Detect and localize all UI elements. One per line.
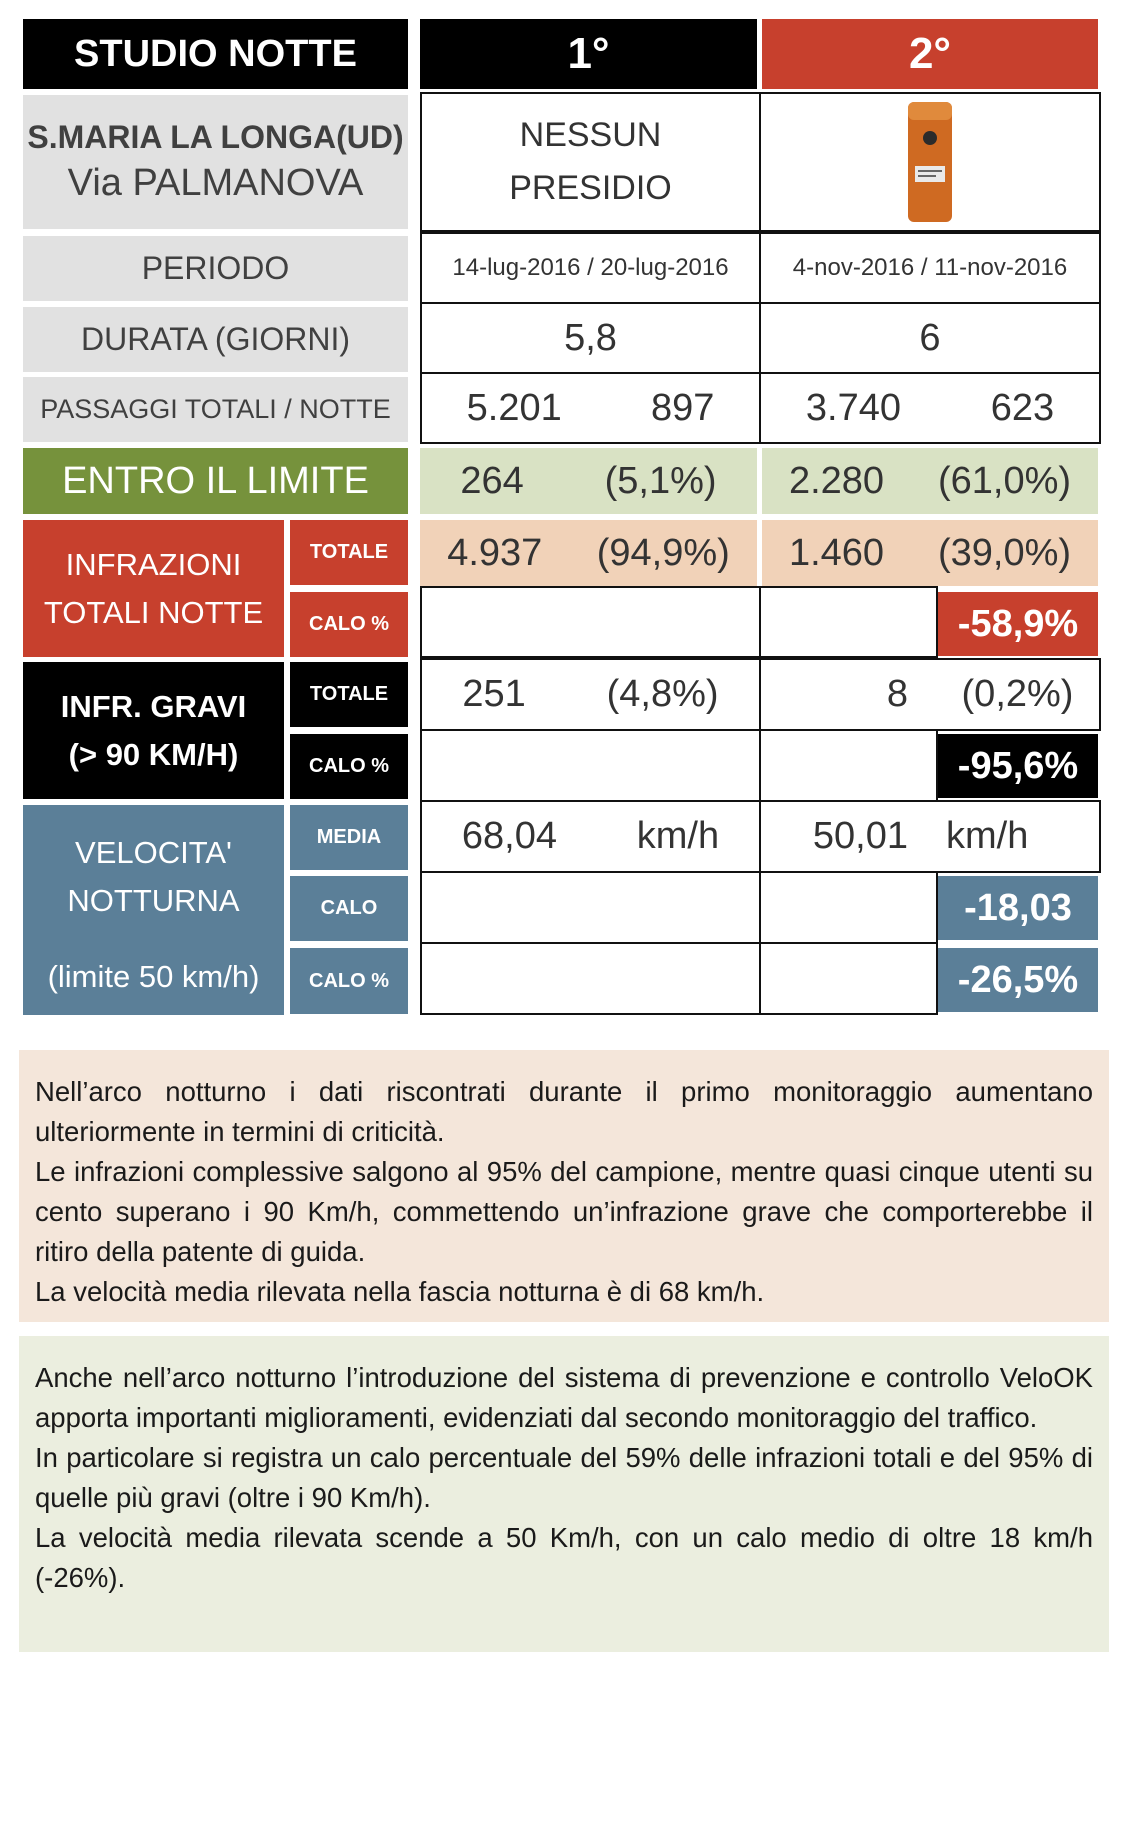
durata-col1 <box>420 302 761 374</box>
velocita-label-line-3: (limite 50 km/h) <box>47 959 260 994</box>
note-second-paragraph-1: Anche nell’arco notturno l’introduzione del sistema di prevenzione e controllo VeloOK apporta importanti miglioramenti, evidenziati dal secondo monitoraggio del traffico. <box>35 1362 1093 1433</box>
velocita-label-line-1: VELOCITA' <box>75 835 232 870</box>
entro-col1-pct: (5,1%) <box>604 459 717 502</box>
infrazioni-col1-pct: (94,9%) <box>596 531 730 574</box>
passaggi-col2-night: 623 <box>990 386 1055 429</box>
entro-col1-count: 264 <box>460 459 524 502</box>
infrazioni-label <box>23 520 284 657</box>
infrazioni-col2-count: 1.460 <box>788 531 885 574</box>
gravi-col2-pct-cell <box>936 658 1101 731</box>
durata-label-text: DURATA (GIORNI) <box>80 321 351 357</box>
note-first-paragraph-2: Le infrazioni complessive salgono al 95% del campione, mentre quasi cinque utenti su cento superano i 90 Km/h, commettendo un’infrazione grave che comporterebbe il ritiro della patente di guida. <box>35 1156 1093 1267</box>
velocita-col1-value: 68,04 <box>461 815 557 857</box>
velocita-label-line-2: NOTTURNA <box>67 883 240 918</box>
infrazioni-calo-value <box>938 592 1098 656</box>
velocita-media-label-text: MEDIA <box>316 826 382 848</box>
column-1-presidio <box>420 92 761 232</box>
velocita-col1-unit: km/h <box>636 815 720 857</box>
infrazioni-calo-label-text: CALO % <box>309 613 389 635</box>
gravi-label-line-1: INFR. GRAVI <box>60 688 247 724</box>
velocita-calo-value-text: -18,03 <box>964 886 1072 929</box>
periodo-col2 <box>759 232 1101 304</box>
column-1-header <box>420 19 757 89</box>
periodo-label <box>23 236 408 301</box>
column-2-device <box>759 92 1101 232</box>
entro-col1 <box>420 448 757 514</box>
velocita-calo-pct-value <box>938 948 1098 1012</box>
passaggi-col1 <box>420 372 761 444</box>
presidio-line-2: PRESIDIO <box>509 169 672 207</box>
velocita-calo-pct-col1-empty <box>420 942 761 1015</box>
passaggi-col1-total: 5.201 <box>466 386 562 429</box>
passaggi-label <box>23 377 408 442</box>
passaggi-col2 <box>759 372 1101 444</box>
velocita-label <box>23 805 284 1015</box>
location-town: S.MARIA LA LONGA(UD) <box>27 119 404 155</box>
gravi-col2-pct: (0,2%) <box>961 673 1074 715</box>
note-first-monitoring <box>19 1050 1109 1322</box>
gravi-totale-label <box>290 662 408 727</box>
presidio-line-1: NESSUN <box>519 116 662 154</box>
gravi-calo-col1-empty <box>420 729 761 802</box>
velocita-calo-label <box>290 876 408 941</box>
infrazioni-totale-label-text: TOTALE <box>309 541 389 563</box>
note-second-paragraph-2: In particolare si registra un calo percentuale del 59% delle infrazioni totali e del 95% di quelle più gravi (oltre i 90 Km/h). <box>35 1442 1093 1513</box>
periodo-col1-text: 14-lug-2016 / 20-lug-2016 <box>452 254 729 281</box>
gravi-calo-value <box>938 734 1098 798</box>
velocita-col2-value: 50,01 <box>812 815 908 857</box>
velocita-col2-unit-cell <box>936 800 1101 873</box>
entro-limite-label-text: ENTRO IL LIMITE <box>62 459 369 502</box>
note-first-paragraph-3: La velocità media rilevata nella fascia notturna è di 68 km/h. <box>35 1276 765 1307</box>
periodo-col2-text: 4-nov-2016 / 11-nov-2016 <box>792 254 1068 281</box>
column-1-label: 1° <box>567 29 610 78</box>
gravi-totale-label-text: TOTALE <box>309 683 389 705</box>
periodo-label-text: PERIODO <box>141 250 290 286</box>
velocita-calo-pct-label-text: CALO % <box>309 969 389 992</box>
velocita-col1 <box>420 800 761 873</box>
infrazioni-calo-label <box>290 592 408 657</box>
durata-label <box>23 307 408 372</box>
table-title-text: STUDIO NOTTE <box>74 32 357 75</box>
infrazioni-label-line-1: INFRAZIONI <box>65 546 242 582</box>
velocita-calo-pct-value-text: -26,5% <box>957 958 1079 1001</box>
infrazioni-col1 <box>420 520 757 586</box>
infrazioni-calo-col2-empty <box>759 586 938 658</box>
note-second-paragraph-3: La velocità media rilevata scende a 50 Km/h, con un calo medio di oltre 18 km/h (-26%). <box>35 1522 1093 1593</box>
infrazioni-totale-label <box>290 520 408 585</box>
note-first-paragraph-1: Nell’arco notturno i dati riscontrati durante il primo monitoraggio aumentano ulteriormente in termini di criticità. <box>35 1076 1093 1147</box>
note-second-monitoring <box>19 1336 1109 1652</box>
location-street: Via PALMANOVA <box>67 162 364 204</box>
gravi-label-line-2: (> 90 KM/H) <box>68 736 239 772</box>
velocita-media-label <box>290 805 408 870</box>
column-2-label: 2° <box>908 29 952 78</box>
durata-col2-text: 6 <box>919 316 941 359</box>
velocita-col2-unit: km/h <box>946 815 1029 857</box>
passaggi-col1-night: 897 <box>650 386 715 429</box>
velocita-col2-value-cell <box>759 800 938 873</box>
gravi-calo-label-text: CALO % <box>309 755 389 777</box>
table-title <box>23 19 408 89</box>
gravi-col2-count: 8 <box>886 673 908 715</box>
infrazioni-col2-pct: (39,0%) <box>937 531 1072 574</box>
infrazioni-calo-value-text: -58,9% <box>957 602 1079 645</box>
gravi-calo-col2-empty <box>759 729 938 802</box>
gravi-label <box>23 662 284 799</box>
entro-limite-label <box>23 448 408 514</box>
location-cell <box>23 95 408 229</box>
entro-col2-count: 2.280 <box>788 459 885 502</box>
entro-col2-pct: (61,0%) <box>937 459 1072 502</box>
velocita-calo-col1-empty <box>420 871 761 944</box>
infrazioni-col1-count: 4.937 <box>447 531 543 574</box>
passaggi-col2-total: 3.740 <box>805 386 901 429</box>
gravi-col2-count-cell <box>759 658 938 731</box>
gravi-calo-value-text: -95,6% <box>957 744 1079 787</box>
durata-col2 <box>759 302 1101 374</box>
durata-col1-text: 5,8 <box>564 316 617 359</box>
infrazioni-label-line-2: TOTALI NOTTE <box>43 594 264 630</box>
speed-box-icon <box>905 98 955 226</box>
infrazioni-col2 <box>762 520 1098 586</box>
velocita-calo-col2-empty <box>759 871 938 944</box>
velocita-calo-pct-label <box>290 948 408 1014</box>
infrazioni-calo-col1-empty <box>420 586 761 658</box>
gravi-col1 <box>420 658 761 731</box>
periodo-col1 <box>420 232 761 304</box>
passaggi-label-text: PASSAGGI TOTALI / NOTTE <box>40 394 391 424</box>
gravi-col1-pct: (4,8%) <box>606 673 719 715</box>
column-2-header <box>762 19 1098 89</box>
gravi-calo-label <box>290 734 408 799</box>
velocita-calo-label-text: CALO <box>320 897 378 919</box>
gravi-col1-count: 251 <box>462 673 526 715</box>
velocita-calo-pct-col2-empty <box>759 942 938 1015</box>
velocita-calo-value <box>938 876 1098 940</box>
entro-col2 <box>762 448 1098 514</box>
